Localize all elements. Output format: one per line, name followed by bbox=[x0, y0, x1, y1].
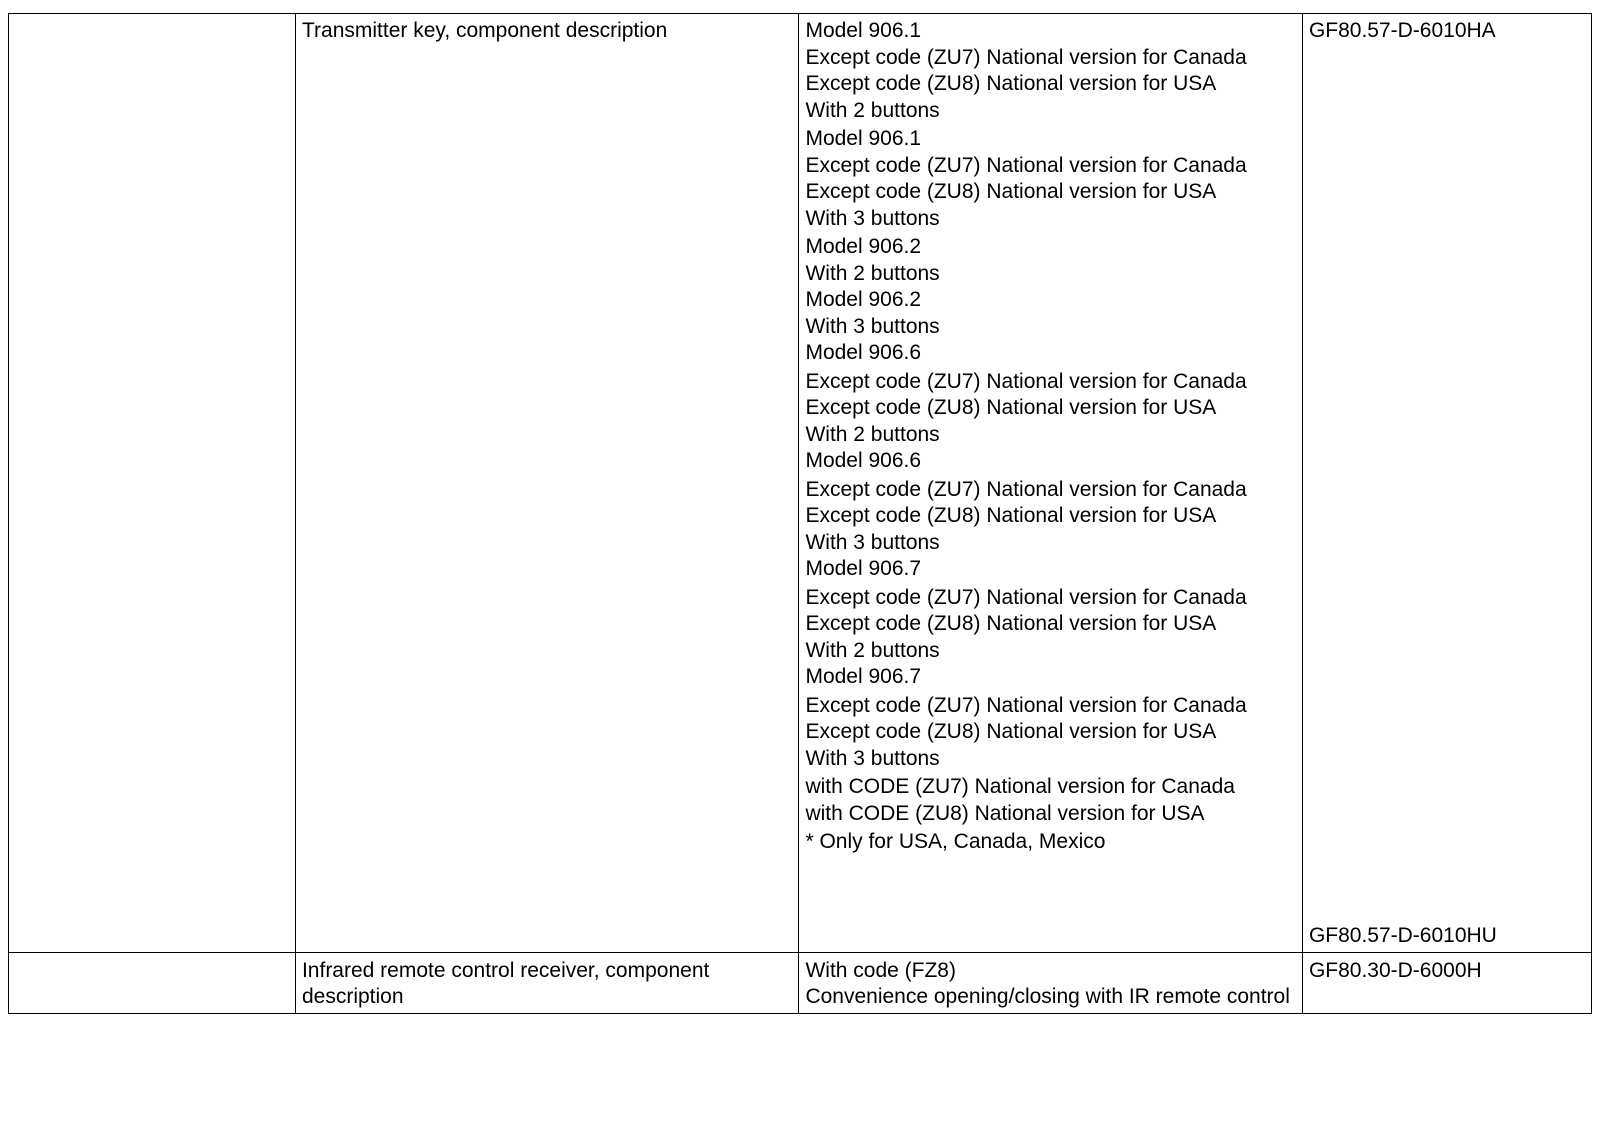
document-table bbox=[8, 13, 1592, 1014]
conditions-cell bbox=[799, 14, 1302, 953]
empty-cell bbox=[9, 952, 296, 1013]
component-description: Infrared remote control receiver, component description bbox=[295, 952, 798, 1013]
condition-line: Model 906.6 bbox=[805, 449, 922, 472]
condition-line: Model 906.2 bbox=[805, 235, 922, 258]
condition-line: With 2 buttons bbox=[805, 98, 940, 122]
condition-line: with CODE (ZU7) National version for Canada bbox=[805, 775, 1235, 798]
condition-line: With 2 buttons bbox=[805, 638, 940, 662]
conditions-cell bbox=[799, 952, 1302, 1013]
condition-group bbox=[805, 585, 1295, 691]
condition-line: With code (FZ8) bbox=[805, 958, 956, 982]
condition-line: Model 906.2 bbox=[805, 288, 922, 311]
reference-cell bbox=[1302, 952, 1591, 1013]
condition-group bbox=[805, 693, 1295, 773]
condition-line: With 3 buttons bbox=[805, 314, 940, 338]
condition-line: With 3 buttons bbox=[805, 746, 940, 770]
condition-line: Except code (ZU7) National version for Canada bbox=[805, 45, 1247, 69]
condition-line: with CODE (ZU8) National version for USA bbox=[805, 801, 1205, 825]
reference-cell bbox=[1302, 14, 1591, 953]
condition-group bbox=[805, 477, 1295, 583]
condition-line: Model 906.7 bbox=[805, 557, 922, 580]
condition-group bbox=[805, 829, 1295, 856]
reference-code: GF80.57-D-6010HA bbox=[1308, 19, 1496, 42]
component-description: Transmitter key, component description bbox=[295, 14, 798, 953]
condition-line: * Only for USA, Canada, Mexico bbox=[805, 830, 1106, 853]
condition-group bbox=[805, 369, 1295, 475]
condition-line: Except code (ZU8) National version for USA bbox=[805, 612, 1217, 635]
condition-line: Except code (ZU8) National version for USA bbox=[805, 720, 1217, 743]
empty-cell bbox=[9, 14, 296, 953]
condition-line: Except code (ZU8) National version for USA bbox=[805, 180, 1217, 203]
condition-group bbox=[805, 18, 1295, 124]
condition-line: With 3 buttons bbox=[805, 530, 940, 554]
condition-line: Model 906.1 bbox=[805, 127, 922, 150]
condition-line: Convenience opening/closing with IR remote control bbox=[805, 985, 1290, 1008]
condition-line: Except code (ZU7) National version for Canada bbox=[805, 693, 1247, 717]
condition-line: Except code (ZU8) National version for USA bbox=[805, 72, 1217, 95]
condition-group bbox=[805, 774, 1295, 827]
condition-line: Except code (ZU8) National version for USA bbox=[805, 396, 1217, 419]
condition-line: With 2 buttons bbox=[805, 422, 940, 446]
table-row bbox=[9, 952, 1592, 1013]
reference-code: GF80.30-D-6000H bbox=[1308, 958, 1482, 982]
condition-line: Except code (ZU7) National version for Canada bbox=[805, 585, 1247, 609]
condition-group bbox=[805, 958, 1295, 1011]
condition-line: Model 906.1 bbox=[805, 19, 922, 42]
condition-line: Model 906.7 bbox=[805, 665, 922, 688]
condition-line: With 3 buttons bbox=[805, 206, 940, 230]
condition-line: With 2 buttons bbox=[805, 261, 940, 285]
condition-line: Except code (ZU7) National version for Canada bbox=[805, 477, 1247, 501]
reference-code: GF80.57-D-6010HU bbox=[1308, 924, 1497, 947]
condition-line: Model 906.6 bbox=[805, 341, 922, 364]
condition-group bbox=[805, 234, 1295, 367]
table-row bbox=[9, 14, 1592, 953]
condition-line: Except code (ZU7) National version for Canada bbox=[805, 369, 1247, 393]
condition-group bbox=[805, 126, 1295, 232]
condition-line: Except code (ZU7) National version for Canada bbox=[805, 153, 1247, 177]
condition-line: Except code (ZU8) National version for USA bbox=[805, 504, 1217, 527]
